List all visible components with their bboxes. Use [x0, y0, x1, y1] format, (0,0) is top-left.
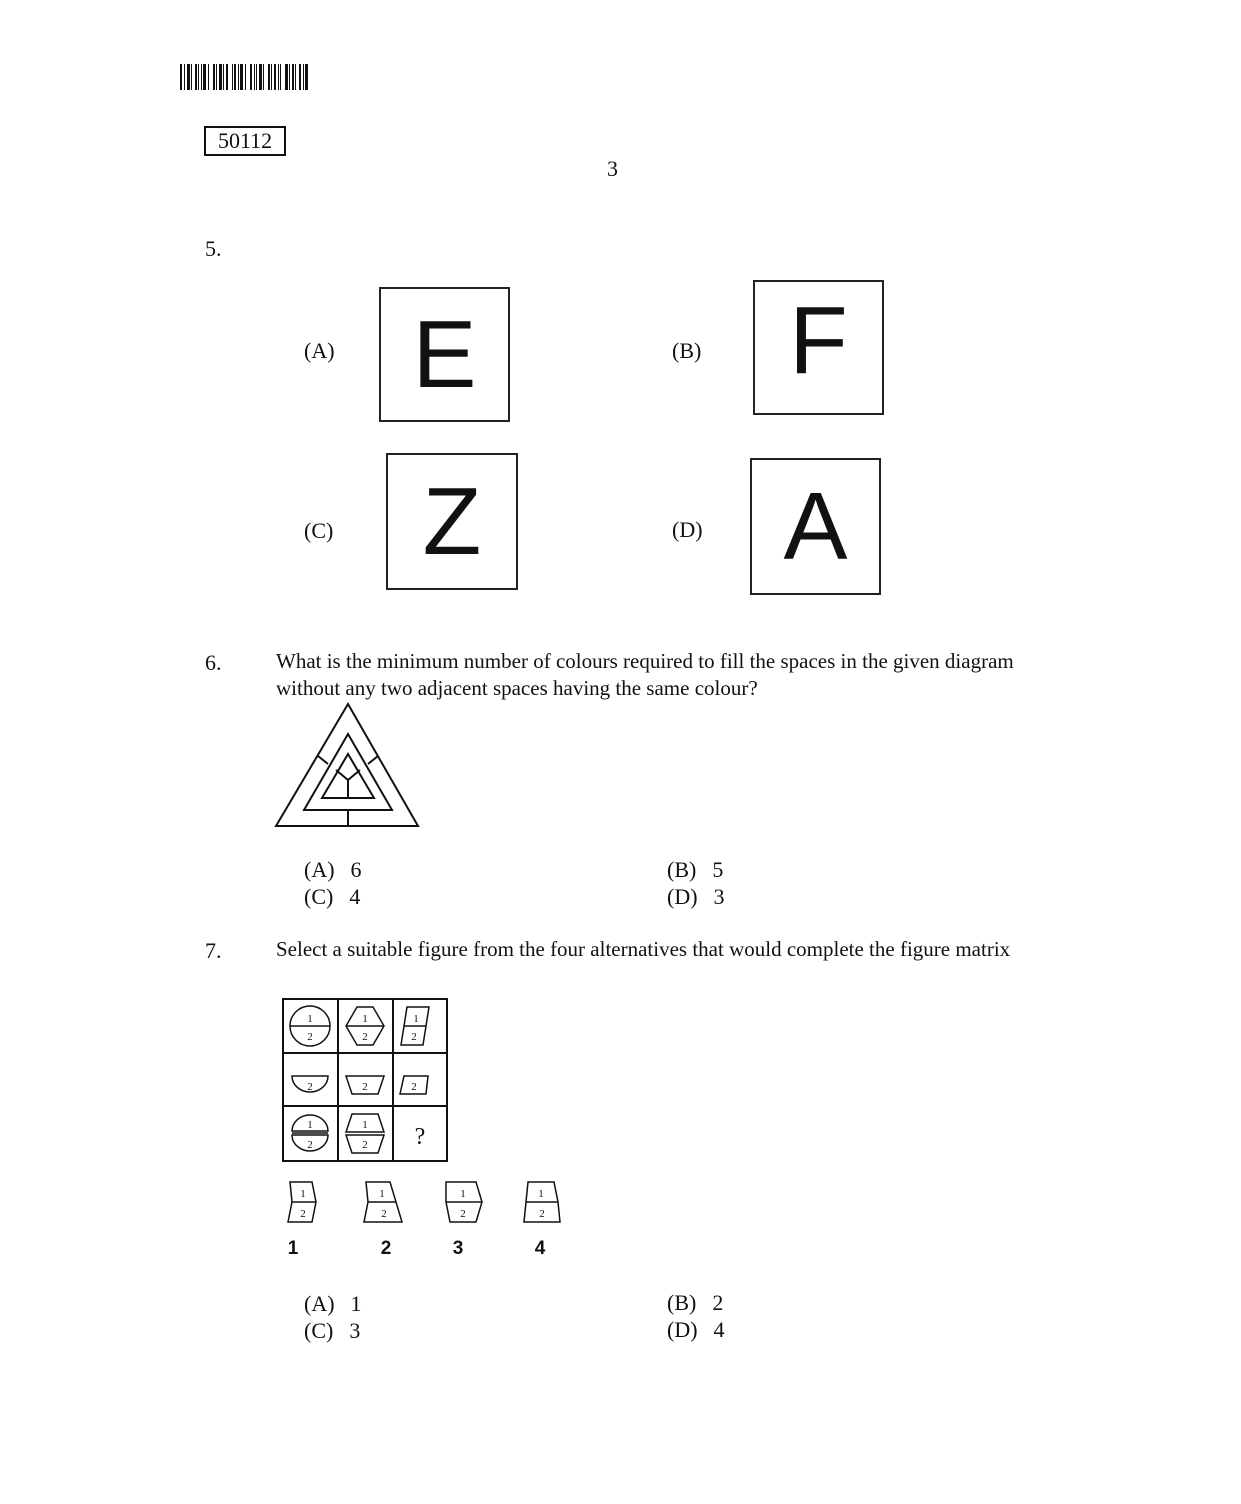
q6-question-text: What is the minimum number of colours required to fill the spaces in the given diagram without any two adjacent spaces having the same colour?: [276, 649, 1014, 700]
q7-option-c: [304, 1317, 360, 1344]
q7-cell-8-bottom: 2: [362, 1139, 368, 1151]
q7-cell-6-bottom: 2: [411, 1081, 417, 1093]
q6-option-c: [304, 883, 360, 910]
q7-fig-3-top: 1: [460, 1188, 466, 1200]
q6-option-b: [667, 856, 723, 883]
q5-option-d-box: [750, 458, 881, 595]
q6-option-b-label: (B): [667, 857, 697, 882]
q7-option-b: [667, 1289, 723, 1316]
q6-triangle-diagram: [272, 700, 424, 832]
q6-option-d-value: 3: [713, 884, 725, 909]
q7-option-a-label: (A): [304, 1291, 335, 1316]
q7-figure-matrix: [282, 998, 448, 1162]
q7-option-d: [667, 1316, 725, 1343]
q7-fig-1-bottom: 2: [300, 1208, 306, 1220]
q7-option-c-label: (C): [304, 1318, 334, 1343]
q7-figure-label-2: 2: [380, 1238, 392, 1259]
q7-option-a: [304, 1290, 362, 1317]
q7-missing-cell: ?: [414, 1124, 426, 1150]
q7-option-d-label: (D): [667, 1317, 698, 1342]
q7-option-a-value: 1: [350, 1291, 362, 1316]
q7-cell-1-bottom: 2: [307, 1031, 313, 1043]
q7-figure-label-1: 1: [287, 1238, 299, 1259]
q5-option-c-label: (C): [304, 518, 334, 543]
q5-option-d-letter: A: [783, 472, 848, 580]
q6-option-a: [304, 856, 362, 883]
q5-option-b-label: (B): [672, 338, 702, 363]
q7-cell-7-top: 1: [307, 1119, 313, 1131]
q5-option-a-label: (A): [304, 338, 335, 363]
q7-cell-5-bottom: 2: [362, 1081, 368, 1093]
q7-cell-7-bottom: 2: [307, 1139, 313, 1151]
q6-option-a-value: 6: [350, 857, 362, 882]
q6-option-c-label: (C): [304, 884, 334, 909]
q7-fig-1-top: 1: [300, 1188, 306, 1200]
q7-cell-4-bottom: 2: [307, 1081, 313, 1093]
q7-cell-2-bottom: 2: [362, 1031, 368, 1043]
q7-figure-label-4: 4: [534, 1238, 546, 1259]
q6-number: 6.: [205, 650, 222, 675]
q5-option-a-letter: E: [412, 300, 477, 408]
q5-number: 5.: [205, 236, 222, 261]
q5-option-d-label: (D): [672, 517, 703, 542]
q5-option-b-letter: F: [789, 286, 848, 394]
q5-option-a-box: [379, 287, 510, 422]
q7-cell-3-bottom: 2: [411, 1031, 417, 1043]
q6-option-b-value: 5: [712, 857, 724, 882]
q6-option-d-label: (D): [667, 884, 698, 909]
q7-option-b-value: 2: [712, 1290, 724, 1315]
q7-answer-figures: [278, 1176, 568, 1260]
q7-figure-label-3: 3: [452, 1238, 464, 1259]
q5-option-c-box: [386, 453, 518, 590]
q5-option-b-box: [753, 280, 884, 415]
q7-fig-2-top: 1: [379, 1188, 385, 1200]
page-number: 3: [607, 156, 618, 181]
q7-fig-3-bottom: 2: [460, 1208, 466, 1220]
q6-option-d: [667, 883, 725, 910]
q7-question-text: Select a suitable figure from the four alternatives that would complete the figure matrix: [276, 937, 1011, 961]
barcode: [180, 64, 308, 90]
q7-option-d-value: 4: [713, 1317, 725, 1342]
q7-option-c-value: 3: [349, 1318, 361, 1343]
q7-fig-4-top: 1: [538, 1188, 544, 1200]
q7-option-b-label: (B): [667, 1290, 697, 1315]
q6-option-a-label: (A): [304, 857, 335, 882]
q7-fig-2-bottom: 2: [381, 1208, 387, 1220]
q7-cell-2-top: 1: [362, 1013, 368, 1025]
q7-fig-4-bottom: 2: [539, 1208, 545, 1220]
q7-number: 7.: [205, 938, 222, 963]
q7-cell-3-top: 1: [413, 1013, 419, 1025]
q7-cell-8-top: 1: [362, 1119, 368, 1131]
q5-option-c-letter: Z: [422, 467, 482, 575]
paper-code: 50112: [204, 126, 286, 156]
q7-cell-1-top: 1: [307, 1013, 313, 1025]
q6-option-c-value: 4: [349, 884, 361, 909]
